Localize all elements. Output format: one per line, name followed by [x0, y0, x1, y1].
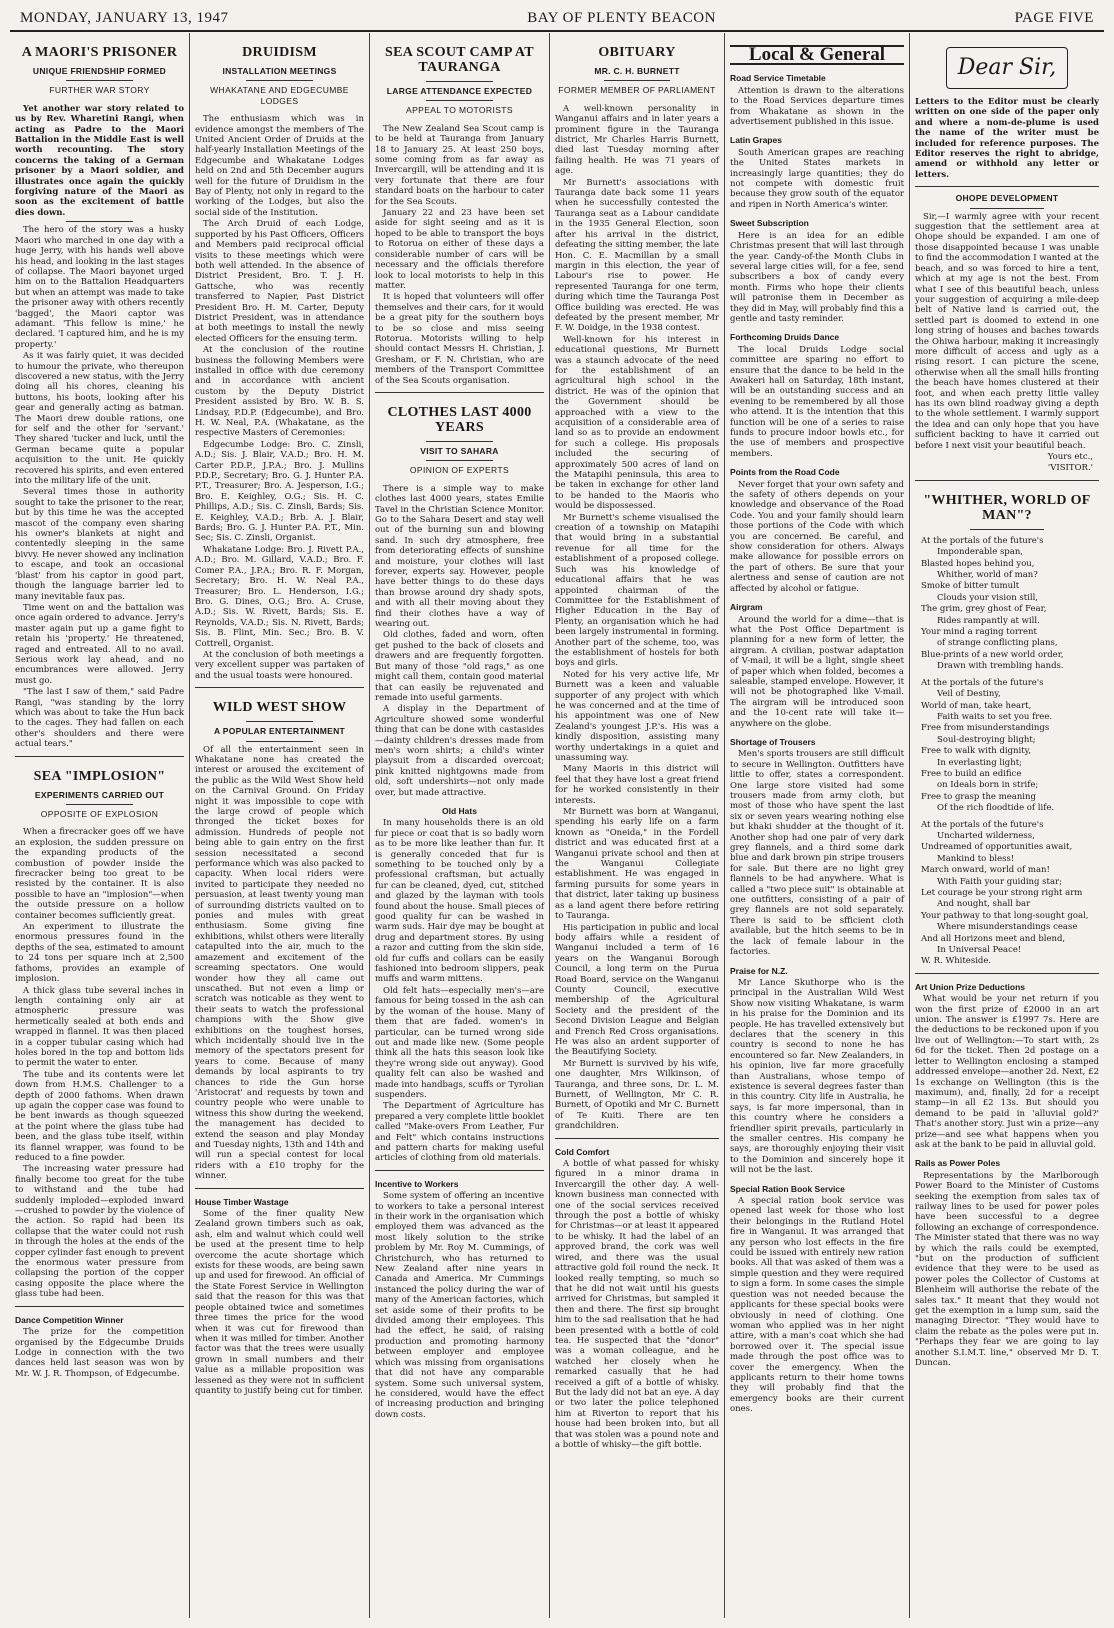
item-heading: House Timber Wastage: [195, 1196, 289, 1207]
poem-line: Imponderable span,: [937, 547, 1023, 558]
item-heading: Rails as Power Poles: [915, 1158, 1001, 1169]
column-5: [725, 33, 910, 1618]
article-subhead: A POPULAR ENTERTAINMENT: [213, 726, 346, 737]
poem-line: Free to grasp the meaning: [921, 791, 1036, 802]
letter-headline: OHOPE DEVELOPMENT: [955, 193, 1059, 204]
poem-line: Your mind a raging torrent: [921, 627, 1037, 638]
article-paragraph: Many Maoris in this district will feel that they have lost a great friend for he worked consistently in their interests.: [555, 764, 719, 806]
article-paragraph: In many households there is an old fur piece or coat that is so badly worn as to be more like leather than fur. It is generally conceded that fur is something to be touched only by a professional craftsman, but actually fur can be cleaned, dyed, cut, stitched and glazed by the layman with tools found about the house. Small pieces of good quality fur can be washed in warm suds. Hair dye may be bought at drug and department stores. By using a razor and cutting from the skin side, old fur cuffs and collars can be easily fashioned into bedroom slippers, peak muffs and warm mittens.: [375, 818, 544, 985]
letters-notice: Letters to the Editor must be clearly written on one side of the paper only and where a nom-de-plume is used the name of the writer must be included for reference purposes. The Editor reserves the right to abridge, amend or withhold any letter or letters.: [915, 97, 1099, 180]
poem-line: Soul-destroying blight;: [937, 734, 1036, 745]
item-heading: Praise for N.Z.: [730, 965, 788, 976]
poem-line: Free to walk with dignity,: [921, 746, 1032, 757]
column-2: [190, 33, 370, 1618]
poem-stanza: [915, 536, 1099, 672]
article-subhead: VISIT TO SAHARA: [420, 445, 499, 456]
article-paragraph: The enthusiasm which was in evidence amongst the members of The United Ancient Order of Druids at the half-yearly Installation Meetings of the Edgecumbe and Whakatane Lodges held on 2nd and 5th December augurs well for the future of Druidism in the Bay of Plenty, not only in regard to the working of the Lodges, but also the social side of the Institution.: [195, 114, 364, 218]
article-wild-west-show: [195, 700, 364, 1181]
article-headline: OBITUARY: [598, 45, 676, 60]
item-heading: Airgram: [730, 602, 763, 613]
article-paragraph: Mr Burnett's associations with Tauranga date back some 11 years when he successfully contested the Tauranga seat as a Labour candidate in the 1935 General Election, soon after his arrival in the district, defeating the sitting member, the late Hon. C. E. Macmillan by a small margin in this election, the year of Labour's rise to power. He represented Tauranga for one term, during which time the Tauranga Post Office building was erected. He was defeated by the present member, Mr F. W. Doidge, in the 1938 contest.: [555, 177, 719, 334]
article-paragraph: "The last I saw of them," said Padre Rangi, "was standing by the lorry which was about to take the Hun back to the cages. They had fallen on each other's shoulders and there were actual tears.": [15, 687, 184, 750]
article-subhead: EXPERIMENTS CARRIED OUT: [34, 789, 165, 800]
item-paragraph: Mr Lance Skuthorpe who is the principal in the Australian Wild West Show now visiting Whakatane, is warm in his praise for the Dominion and its people. He has travelled extensively but declares that the scenery in this country is second to none he has encountered so far. New Zealanders, in his opinion, live far more gracefully than Australians, whose tempo of existence is several degrees faster than in this country. City life in Australia, he says, is far more impersonal, than in this country where he considers a friendlier spirit prevails, particularly in the smaller centres. His company he says, are thoroughly enjoying their visit to the Dominion and sincerely hope it will not be the last.: [730, 977, 904, 1176]
article-paragraph: It is hoped that volunteers will offer themselves and their cars, for it would be a great pity for the southern boys to be so close and miss seeing Rotorua. Motorists willing to help should contact Messrs H. Christian, J. Gresham, or F. N. Christian, who are members of the Transport Committee of the Sea Scouts organisation.: [375, 292, 544, 386]
poem-line: And all Horizons meet and blend,: [921, 933, 1066, 944]
article-sea-scout-camp: [375, 45, 544, 386]
item-heading: Shortage of Trousers: [730, 736, 816, 747]
section-title-local-general: Local & General: [730, 45, 904, 65]
column-1: [10, 33, 190, 1618]
article-paragraph: Mr Burnett's scheme visualised the creation of a township on Matapihi that would bring in a substantial revenue for all time for the establishment of a proposed college. Such was his knowledge of educational affairs that he was appointed chairman of the Committee for the Establishment of Higher Education in the Bay of Plenty, an organisation which he had been largely instrumental in forming. Another part of the scheme, too, was the establishment of hostels for both boys and girls.: [555, 512, 719, 669]
column-6: [910, 33, 1104, 1618]
article-paragraph: The Department of Agriculture has prepared a very complete little booklet called "Make-overs From Leather, Fur and Felt" which contains instructions and pattern charts for making useful articles of clothing from old materials.: [375, 1101, 544, 1164]
item-paragraph: Men's sports trousers are still difficult to secure in Wellington. Outfitters have little to offer, states a correspondent. One large store visited had some trousers made from army cloth, but most of those who have spent the last six or seven years wearing nothing else but khaki shudder at the thought of it. Another shop had one pair of very dark grey flannels, and a third some dark blue and dark brown pin stripe trousers for sale. But there are no light grey flannels to be had anywhere. What is called a "two piece suit" is obtainable at one outfitters, consisting of a pair of grey flannels are not sold separately. There is said to be sfficient cloth available, but the hitch seems to be in the lack of female labour in the factories.: [730, 749, 904, 958]
poem-line: Your pathway to that long-sought goal,: [921, 910, 1089, 921]
poem-line: Free to build an edifice: [921, 768, 1022, 779]
column-3: [370, 33, 550, 1618]
article-subhead: LARGE ATTENDANCE EXPECTED: [386, 86, 533, 96]
poem-line: Clouds your vision still,: [937, 592, 1039, 603]
poem-title: "WHITHER, WORLD OF MAN"?: [923, 492, 1091, 523]
article-paragraph: January 22 and 23 have been set aside for sight seeing and as it is hoped to be able to transport the boys to Rotorua on either of these days a considerable number of cars will be necessary and the officials therefore look to local motorists to help in this matter.: [375, 208, 544, 291]
article-paragraph: As it was fairly quiet, it was decided to humour the private, who thereupon discovered a new status, with the Jerry doing all his chores, cleaning his buttons, his boots, looking after his gear and generally acting as batman. The Maori drew double rations, one for self and the other for 'servant.' They shared 'tucker and luck, until the German became quite a popular acquisition to the unit. He quickly recovered his spirits, and even entered into the military life of the unit.: [15, 351, 184, 487]
article-sea-implosion: [15, 769, 184, 1300]
article-deck: FORMER MEMBER OF PARLIAMENT: [558, 85, 716, 96]
article-cold-comfort: [555, 1147, 719, 1451]
masthead-paper-name: BAY OF PLENTY BEACON: [527, 10, 716, 26]
article-dance-competition: [15, 1315, 184, 1379]
article-maori-prisoner: [15, 45, 184, 750]
article-paragraph: There is a simple way to make clothes last 4000 years, states Emilie Tavel in the Christian Science Monitor. Go to the Sahara Desert and stay well out of the burning sun and blowing sand. In such dry atmosphere, free from deteriorating effects of sunshine and moisture, your clothes will last forever, experts say. However, people have better things to do these days than browse around dry shady spots, and with all their moving about they find their clothes have a way of wearing out.: [375, 483, 544, 630]
item-heading: Dance Competition Winner: [15, 1314, 124, 1325]
poem: [915, 536, 1099, 967]
poem-line: In Universal Peace!: [937, 945, 1022, 956]
article-paragraph: At the conclusion of the routine business the following Members were installed in office with due ceremony and in accordance with ancient custom by the Deputy District President assisted by Bro. W. B. S. Lindsay, P.D.P. (Edgecumbe), and Bro. H. W. Neal, P.A. (Whakatane, as the respective Masters of Ceremonies:: [195, 345, 364, 439]
masthead: [10, 5, 1104, 32]
article-house-timber: [195, 1197, 364, 1397]
columns: [10, 33, 1104, 1618]
poem-line: Of the rich floodtide of life.: [937, 803, 1055, 814]
letter-paragraph: Sir,—I warmly agree with your recent suggestion that the settlement area at Ohope should be expanded. I am one of those disappointed because I was unable to find the accommodation I wanted at the beach, and so was forced to hire a tent, which at my age is not the best. From what I see of this beautiful beach, unless your suggestion of acquiring a mile-deep belt of Native land is carried out, the settled part is doomed to extend in one long string of houses and baches towards the Ohiwa harbour, making it increasingly more difficult of access and ugly as a rising resort. I can picture the scene, otherwise when all the small hills fronting the beach have homes clustered at their foot, and when each pretty little valley has its own blind roadway giving a depth to the whole settlement. I warmly support the idea and can only hope that you have sufficient backing to have it carried out before I next visit your beautiful beach.: [915, 211, 1099, 451]
item-paragraph: South American grapes are reaching the United States markets in increasingly large quantities; they do not compete with domestic fruit because they grow south of the equator and ripen in North America's winter.: [730, 147, 904, 210]
article-paragraph: An experiment to illustrate the enormous pressures found in the depths of the sea, estimated to amount to 24 tons per square inch at 2,500 fathoms, provides an example of implosion.: [15, 922, 184, 985]
article-clothes-last: [375, 405, 544, 1164]
letter-signature: 'VISITOR.': [1047, 463, 1093, 474]
item-heading: Incentive to Workers: [375, 1178, 459, 1189]
article-deck: WHAKATANE AND EDGECUMBE LODGES: [210, 85, 349, 106]
poem-line: Blasted hopes behind you,: [921, 558, 1035, 569]
poem-line: Smoke of bitter tumult: [921, 581, 1020, 592]
poem-line: Where misunderstandings cease: [937, 922, 1078, 933]
poem-stanza: [915, 820, 1099, 956]
article-deck: OPPOSITE OF EXPLOSION: [40, 809, 159, 819]
article-paragraph: A well-known personality in Wanganui affairs and in later years a prominent figure in the Tauranga district, Mr Charles Harris Burnett, died last Tuesday morning after failing health. He was 71 years of age.: [555, 103, 719, 177]
article-deck: FURTHER WAR STORY: [49, 85, 150, 96]
article-paragraph: Of all the entertainment seen in Whakatane none has created the interest or aroused the excitement of the public as the Wild West Show held on the Carnival Ground. On Friday night it was impossible to cope with the large crowd of people which thronged the ticket boxes for admission. Hundreds of people not being able to gain entry on the first session necessitated a second performance which was also packed to capacity. When local riders were invited to participate they needed no persuasion, at least twenty young man of surrounding districts vaulted on to ponies and mules with great enthusiasm. Some giving fine exhibitions, whilst others were literally catapulted into the air, much to the amazement and excitement of the screaming spectators. One would wonder how they all came out unscathed. But not even a limp or scratch was noticable as they went to their seats to watch the professional champions with the Show give exhibitions on the toughest horses, which incidentally should live in the memory of the spectators present for years to come. Because of many demands by local aspirants to try chances to ride the Gun horse 'Aristocrat' and requests by town and country people who were unable to witness this show during the weekend, the management has decided to extend the season and play Monday and Tuesday nights, 13th and 14th and will run a special contest for local riders with a £10 trophy for the winner.: [195, 744, 365, 1182]
poem-line: Undreamed of opportunities await,: [921, 842, 1073, 853]
article-headline: SEA SCOUT CAMP AT TAURANGA: [385, 45, 534, 75]
article-paragraph: The hero of the story was a husky Maori who marched in one day with a huge Jerry, with his hands well above his head, and looking in the last stages of collapse. The Maori bayonet urged him on to the Battalion Headquarters but when an attempt was made to take the prisoner away with others recently 'bagged', the Maori captor was adamant. 'This fellow is mine,' he declared. 'I captured him, and he is my property.': [15, 225, 184, 350]
item-heading: Latin Grapes: [730, 135, 782, 146]
item-paragraph: A special ration book service was opened last week for those who lost their belongings in the Rutland Hotel fire in Wanganui. It was arranged that any person who lost effects in the fire could be issued with entirely new ration books. All that was asked of them was a simple question and they were required to sign a form. In some cases the simple question was not needed because the applicants for these special books were obviously in need of clothing. One woman who applied was in her night attire, with a man's coat which she had borrowed over it. The special issue made through the post office was to cover the emergency. When the applicants return to their home towns they will probably find that the emergency books are their current ones.: [730, 1196, 904, 1415]
item-heading: Road Service Timetable: [730, 73, 826, 84]
poem-line: In everlasting light;: [937, 757, 1022, 768]
poem-line: At the portals of the future's: [921, 677, 1044, 688]
item-heading: Special Ration Book Service: [730, 1183, 845, 1194]
poem-line: Drawn with trembling hands.: [937, 661, 1064, 672]
article-headline: DRUIDISM: [242, 45, 317, 60]
article-paragraph: Noted for his very active life, Mr Burnett was a keen and valuable supporter of any project with which he was concerned and at the time of his appointment was one of New Zealand's youngest J.P.'s. His was a kindly disposition, assisting many worthy undertakings in a quiet and unassuming way.: [555, 669, 719, 763]
article-paragraph: Mr Burnett was born at Wanganui, spending his early life on a farm known as "Oneida," in the Fordell district and was educated first at a Wanganui private school and then at the Wanganui Collegiate establishment. He was engaged in farming pursuits for some years in that district, later taking up business as a land agent there before retiring to Tauranga.: [555, 807, 719, 922]
poem-line: of strange conflicting plans,: [937, 638, 1058, 649]
article-paragraph: Whakatane Lodge: Bro. J. Rivett P.A., A.D.; Bro. M. Gillard, V.A.D.; Bro. F. Comer P.A., J.P.A.; Bro. R. F. Morgan, Secretary; Bro. H. W. Neal P.A., Treasurer; Bro. L. Henderson, I.G.; Bro. G. Dines, O.G.; Bro. A. Cruse, A.D.; Sis. W. Rivett, Bards; Sis. E. Reynolds, V.A.D.; Sis. N. Rivett, Bards; Sis. B. Flint, Min. Sec.; Bro. B. V. Cottrell, Organist.: [195, 544, 364, 649]
dear-sir-logo: Dear Sir,: [946, 47, 1068, 89]
poem-line: Whither, world of man?: [937, 570, 1038, 581]
letter-signoff: Yours etc.,: [1047, 452, 1093, 462]
article-paragraph: Some of the finer quality New Zealand grown timbers such as oak, ash, elm and walnut which could well be used at the present time to help overcome the acute shortage which exists for these woods, are being sawn up and used for firewood. An official of the State Forest Service in Wellington said that the reason for this was that people obtained twice and sometimes three times the price for the wood when it was cut for firewood than when it was milled for timber. Another factor was that the trees were usually grown in small numbers and their value as a millable proposition was lessened as they were not in sufficient quantity to justify being cut for timber.: [195, 1209, 364, 1396]
poem-line: At the portals of the future's: [921, 535, 1044, 546]
article-paragraph: At the conclusion of both meetings a very excellent supper was partaken of and the usual toasts were honoured.: [195, 649, 364, 681]
poem-line: Uncharted wilderness,: [937, 830, 1035, 841]
item-heading: Cold Comfort: [555, 1146, 610, 1157]
poem-line: World of man, take heart,: [921, 700, 1032, 711]
article-paragraph: When a firecracker goes off we have an explosion, the sudden pressure on the expanding products of the combustion of powder inside the firecracker being too great to be resisted by the container. It is also possible to have an "implosion"—when the outside pressure on a hollow container becomes sufficiently great.: [15, 827, 184, 921]
poem-author: W. R. Whiteside.: [921, 956, 992, 967]
item-paragraph: What would be your net return if you won the first prize of £2000 in an art union. The answer is £1997 7s. Here are the deductions to be reckoned upon if you live out of Wellington:—To start with, 2s 6d for the ticket. Then 2d postage on a letter to Wellington enclosing a stamped addressed envelope—another 2d. Next, £2 1s exchange on Wellington (this is the maximum), and, finally, 2d for a receipt stamp—in all £2 13s. But should you demand to be paid in 'alluvial gold?' That's another story. Just win a prize—any prize—and see what happens when you ask at the bank to be paid in alluvial gold.: [915, 994, 1099, 1150]
article-paragraph: Mr Burnett is survived by his wife, one daughter, Mrs Wilkinson, of Tauranga, and three sons, Dr. L. M. Burnett, of Wellington, Mr C. R. Burnett, of Opotiki and Mr C. Burnett of Te Kuiti. There are ten grandchildren.: [555, 1058, 719, 1132]
article-headline: WILD WEST SHOW: [212, 700, 347, 716]
item-heading: Points from the Road Code: [730, 467, 840, 478]
item-paragraph: Attention is drawn to the alterations to the Road Services departure times from Whakatane as shown in the advertisement published in this issue.: [730, 85, 904, 128]
article-paragraph: A display in the Department of Agriculture showed some wonderful thing that can be done with castasides—dainty children's dresses made from men's worn shirts; a child's winter playsuit from a discarded overcoat; pink knitted nightgowns made from old, soft undershirts—not only made over, but made attractive.: [375, 704, 544, 798]
poem-line: Veil of Destiny,: [937, 689, 1001, 700]
article-subhead: MR. C. H. BURNETT: [594, 66, 680, 76]
item-paragraph: Never forget that your own safety and the safety of others depends on your knowledge and observance of the Road Code. You and your family should learn those portions of the Code with which you are concerned. Be careful, and show consideration for others. Always make allowance for possible errors on the part of others. Be sure that your alertness and sense of caution are not affected by alcohol or fatigue.: [730, 479, 904, 594]
poem-line: Mankind to bless!: [937, 853, 1015, 864]
item-heading: Forthcoming Druids Dance: [730, 332, 840, 343]
poem-stanza: [915, 678, 1099, 814]
poem-line: Faith waits to set you free.: [937, 711, 1053, 722]
poem-line: Blue-prints of a new world order,: [921, 649, 1064, 660]
poem-line: on Ideals born in strife;: [937, 780, 1039, 791]
article-paragraph: Old felt hats—especially men's—are famous for being tossed in the ash can by the woman of the house. Many of them that are faded. women's in particular, can be turned wrong side out and made like new. (Some people think all the hats this season look like they're wrong side out anyway). Good quality felt can also be washed and made into handbags, scuffs or Tyrolian suspenders.: [375, 985, 544, 1100]
article-paragraph: The Arch Druid of each Lodge, supported by his Past Officers, Officers and Members paid reciprocal official visits to these meetings which were both well attended. In the absence of District President, Bro. T. J. H. Gattsche, who was recently transferred to Napier, Past District President Bro. H. M. Carter, Deputy District President, was in attendance at both meetings to install the newly elected Officers for the ensuing term.: [195, 219, 364, 344]
article-paragraph: The prize for the competition organised by the Edgecumbe Druids Lodge in connection with the two dances held last season was won by Mr. W. J. R. Thompson, of Edgecumbe.: [15, 1327, 184, 1379]
article-paragraph: Edgecumbe Lodge: Bro. C. Zinsli, A.D.; Sis. J. Blair, V.A.D.; Bro. H. M. Carter P.D.P., J.P.A.; Bro. J. Mullins P.D.P., Secretary; Bro. G. J. Hunter P.A. P.T., Treasurer; Bro. A. Jesperson, I.G.; Bro. E. Keighley, O.G.; Sis. H. C. Phillips, A.D.; Sis. C. Zinsli, Bards; Sis. E. Keighley, V.A.D.; Brb. A. J. Blair, Bards; Bro. G. J. Hunter P.A. P.T., Min. Sec; Sis. C. Zinsli, Organist.: [195, 439, 364, 544]
article-paragraph: The increasing water pressure had finally become too great for the tube to withstand and the tube had suddenly imploded—exploded inward—crushed to powder by the violence of the action. So rapid had been its collapse that the water could not rush in through the holes at the ends of the copper cylinder fast enough to prevent the enormous water pressure from collapsing the portion of the copper casing opposite the place where the glass tube had been.: [15, 1164, 184, 1300]
poem-line: Let courage be your strong right arm: [921, 888, 1083, 898]
masthead-page-number: PAGE FIVE: [1014, 10, 1094, 26]
article-paragraph: A thick glass tube several inches in length containing only air at atmospheric pressure was hermetically sealed at both ends and wrapped in flannel. It was then placed in a copper tubular casing which had holes bored in the top and bottom lids to permit the water to enter.: [15, 985, 184, 1069]
article-paragraph: Time went on and the battalion was once again ordered to advance. Jerry's master again put up a game fight to retain his 'property.' He threatened, raged and entreated. All to no avail. Serious work lay ahead, and no encumbrances were allowed. Jerry must go.: [15, 602, 184, 686]
poem-line: Rides rampantly at will.: [937, 615, 1040, 626]
article-headline: CLOTHES LAST 4000 YEARS: [387, 404, 532, 435]
article-deck: APPEAL TO MOTORISTS: [406, 105, 513, 116]
newspaper-page: [10, 5, 1104, 1618]
article-obituary: [555, 45, 719, 1132]
article-druidism: [195, 45, 364, 681]
masthead-date: MONDAY, JANUARY 13, 1947: [20, 10, 229, 26]
article-paragraph: The New Zealand Sea Scout camp is to be held at Tauranga from January 18 to January 25. At least 250 boys, some coming from as far away as Invercargill, will be attending and it is very fortunate that there are four standard boats on the harbour to cater for the Sea Scouts.: [375, 123, 544, 207]
poem-line: At the portals of the future's: [921, 819, 1044, 830]
item-paragraph: The local Druids Lodge social committee are sparing no effort to ensure that the dance to be held in the Awakeri hall on Saturday, 18th instant, will be an outstanding success and an evening to be remembered by all those who attend. It is the intention that this function will be one of a series to raise funds to procure indoor bowls etc., for the use of members and prospective members.: [730, 344, 904, 459]
article-headline: SEA "IMPLOSION": [33, 768, 166, 784]
article-headline: A MAORI'S PRISONER: [21, 45, 178, 60]
poem-line: The grim, grey ghost of Fear,: [921, 604, 1047, 615]
item-heading: Sweet Subscription: [730, 218, 809, 229]
poem-line: March onward, world of man!: [921, 865, 1050, 876]
article-deck: OPINION OF EXPERTS: [409, 465, 510, 476]
column-4: [550, 33, 725, 1618]
article-paragraph: Some system of offering an incentive to workers to take a personal interest in their work in the organisation which employed them was advanced as the most likely solution to the strike problem by Mr. Roy M. Cummings, of Christchurch, who has returned to New Zealand after nine years in Canada and America. Mr Cummings instanced the policy during the war of many of the American factories, which set aside some of their profits to be divided among their employees. This had the effect, he said, of raising production and promoting harmony between employer and employee which was missing from organisations that did not have any comparable system. Some such universal system, he considered, would have the effect of increasing production and bringing down costs.: [375, 1191, 544, 1420]
item-paragraph: Representations by the Marlborough Power Board to the Minister of Customs seeking the exemption from sales tax of railway lines to be used for power poles have been successful to a degree following an exchange of correspondence. The Minister stated that there was no way by which the rails could be exempted, "but on the production of sufficient evidence that they were to be used as power poles the Collector of Customs at Blenheim will authorise the rebate of the sales tax." It meant that they would not get the exemption in a lump sum, said the managing Director. "They would have to claim the rebate as the poles were put in. "Perhaps they fear we are going to lay another S.I.M.T. line," observed Mr D. T. Duncan.: [915, 1170, 1099, 1369]
poem-line: Free from misunderstandings: [921, 723, 1050, 734]
article-paragraph: His participation in public and local body affairs while a resident of Wanganui included a term of 16 years on the Wanganui Borough Council, a long term on the Purua Road Board, service on the Wanganui County Council, executive membership of the Agricultural Society and the president of the Second Division League and Belgian and French Red Cross organisations. He was also an ardent supporter of the Beautifying Society.: [555, 922, 719, 1058]
article-lead: Yet another war story related to us by Rev. Wharetini Rangi, when acting as Padre to the Maori Battalion in the Middle East is well worth recounting. The story concerns the taking of a German prisoner by a Maori soldier, and illustrates once again the quickly forgiving nature of the Maori as soon as the excitement of battle dies down.: [15, 103, 184, 218]
item-paragraph: Around the world for a dime—that is what the Post Office Department is planning for a new form of letter, the airgram. A civilian, postwar adaptation of V-mail, it will be a light, single sheet of paper which when folded, becomes a saleable, stamped envelope. However, it will not be photographed like V-mail. The airgram will be introduced soon and the 10-cent rate will take it—anywhere on the globe.: [730, 614, 904, 729]
poem-line: With Faith your guiding star;: [937, 876, 1062, 887]
item-heading: Art Union Prize Deductions: [915, 981, 1026, 992]
article-subhead: UNIQUE FRIENDSHIP FORMED: [32, 66, 167, 76]
article-paragraph: A bottle of what passed for whisky figured in a minor drama in Invercargill the other day. A well-known business man connected with one of the social services received through the post a bottle of whisky for Christmas—or at least it appeared to be whisky. It had the label of an approved brand, the cork was well wired, and there was the usual attractive gold foil round the neck. It looked really tempting, so much so that he did not wait until his guests arrived for Christmas, but sampled it then and there. The first sip brought him to the sad realisation that he had been presented with a bottle of cold tea. He suspected that the "donor" was a woman colleague, and he watched her closely when he remarked casually that he had received a gift of a bottle of whisky. But the lady did not bat an eye. A day or two later the police telephoned him at Riverton to report that his house had been broken into, but all that was stolen was a pound note and a bottle of whisky—the gift bottle.: [555, 1159, 719, 1450]
item-paragraph: Here is an idea for an edible Christmas present that will last through the year. Candy-of-the Month Clubs in several large cities will, for a fee, send subscribers a box of candy every month. Firms who hope their clients will patronise them in December as they did in May, will probably find this a gentle and tasty reminder.: [730, 230, 904, 324]
item-heading: Old Hats: [442, 805, 477, 816]
article-paragraph: Old clothes, faded and worn, often get pushed to the back of closets and drawers and are frequently forgotten. But many of those "old rags," as one might call them, contain good material that can easily be rejuvenated and remade into useful garments.: [375, 630, 544, 703]
article-paragraph: Well-known for his interest in educational questions, Mr Burnett was a staunch advocate of the need for the establishment of an agricultural high school in the district. He was of the opinion that the Government should be approached with a view to the acquisition of a considerable area of land so as to provide an endowment for such a college. His proposals included the securing of approximately 500 acres of land on the Matapihi peninsula, this area to be taken in exchange for other land to be handed to the Maoris who would be dispossessed.: [555, 334, 719, 512]
article-paragraph: The tube and its contents were let down from H.M.S. Challenger to a depth of 2000 fathoms. When drawn up again the copper case was found to be bent inwards as though squeezed at the point where the glass tube had been, and the glass tube itself, within its flannel wrapper, was found to be reduced to a fine powder.: [15, 1069, 184, 1163]
article-paragraph: Several times those in authority sought to take the prisoner to the rear, but by this time he was the accepted mascot of the company even sharing his owner's blankets at night and contentedly sleeping in the same bivvy. He never showed any inclination to escape, and took an occasional 'blast' from his captor in good part, though the language barrier led to many inevitable faux pas.: [15, 487, 184, 602]
poem-line: And nought, shall bar: [937, 899, 1031, 910]
article-incentive-workers: [375, 1179, 544, 1420]
article-subhead: INSTALLATION MEETINGS: [222, 66, 337, 76]
